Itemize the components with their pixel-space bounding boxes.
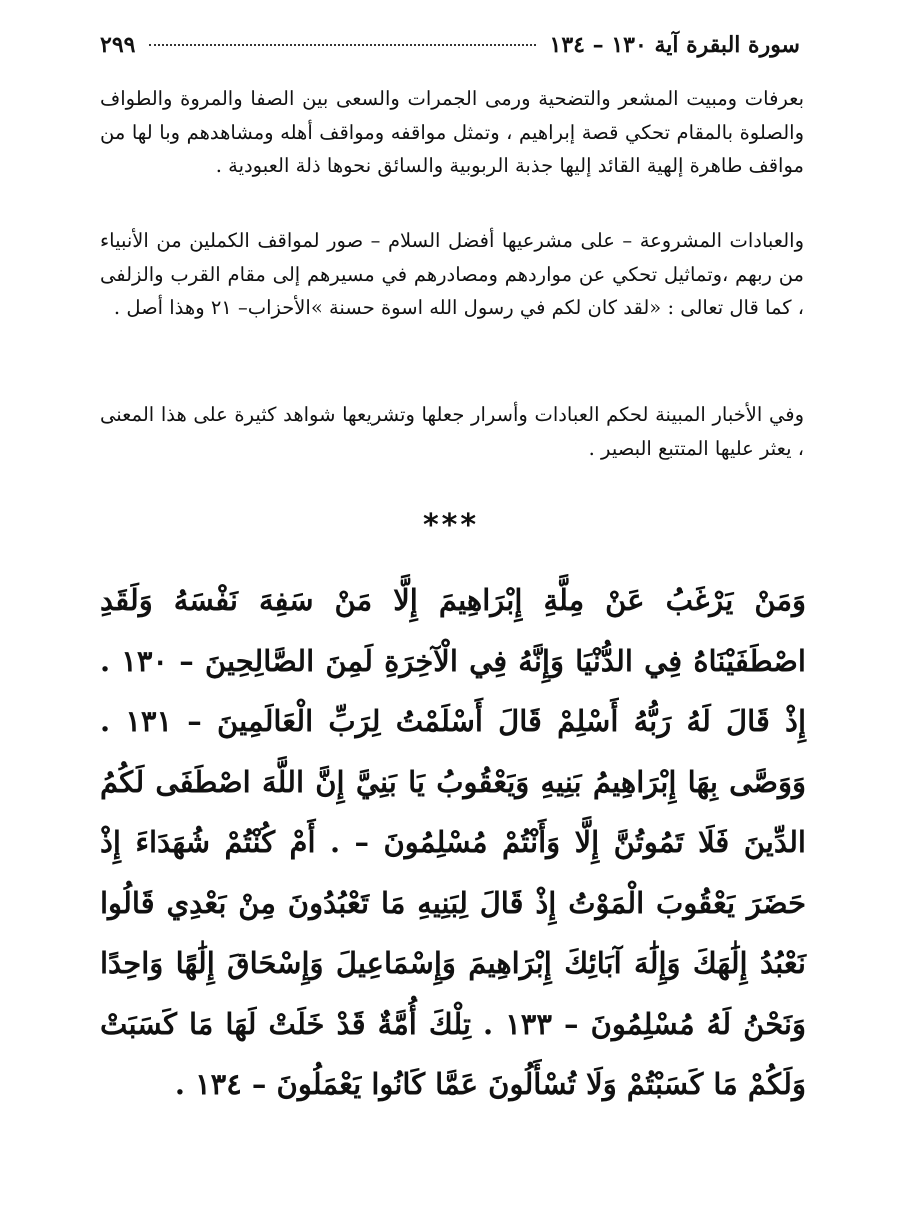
commentary-paragraph: والعبادات المشروعة – على مشرعيها أفضل السلام – صور لمواقف الكملين من الأنبياء من ربهم ،وتماثيل تحكي عن مواردهم ومصادرهم في مسيرهم إلى مقام القرب والزلفى ، كما قال تعالى : «لقد كان لكم في رسول الله اسوة حسنة »الأحزاب– ٢١ وهذا أصل . [100,229,804,319]
commentary-paragraph: بعرفات ومبيت المشعر والتضحية ورمى الجمرات والسعى بين الصفا والمروة والطواف والصلوة بالمقام تحكي قصة إبراهيم ، وتمثل مواقفه ومواقف أهله ومشاهدهم وبا لها من مواقف طاهرة إلهية القائد إليها جذبة الربوبية والسائق نحوها ذلة العبودية . [100,87,804,177]
running-title: سورة البقرة آية ١٣٠ – ١٣٤ [549,32,800,58]
page-number: ٢٩٩ [100,32,136,58]
page-header [100,30,800,60]
commentary-paragraph: وفي الأخبار المبينة لحكم العبادات وأسرار جعلها وتشريعها شواهد كثيرة على هذا المعنى ، يعثر عليها المتتبع البصير . [100,403,804,460]
dotted-leader [149,44,535,46]
quran-verses: وَمَنْ يَرْغَبُ عَنْ مِلَّةِ إِبْرَاهِيمَ إِلَّا مَنْ سَفِهَ نَفْسَهُ وَلَقَدِ اصْطَفَيْنَاهُ فِي الدُّنْيَا وَإِنَّهُ فِي الْآخِرَةِ لَمِنَ الصَّالِحِينَ – ١٣٠ . إِذْ قَالَ لَهُ رَبُّهُ أَسْلِمْ قَالَ أَسْلَمْتُ لِرَبِّ الْعَالَمِينَ – ١٣١ . وَوَصَّى بِهَا إِبْرَاهِيمُ بَنِيهِ وَيَعْقُوبُ يَا بَنِيَّ إِنَّ اللَّهَ اصْطَفَى لَكُمُ الدِّينَ فَلَا تَمُوتُنَّ إِلَّا وَأَنْتُمْ مُسْلِمُونَ – . أَمْ كُنْتُمْ شُهَدَاءَ إِذْ حَضَرَ يَعْقُوبَ الْمَوْتُ إِذْ قَالَ لِبَنِيهِ مَا تَعْبُدُونَ مِنْ بَعْدِي قَالُوا نَعْبُدُ إِلَٰهَكَ وَإِلَٰهَ آبَائِكَ إِبْرَاهِيمَ وَإِسْمَاعِيلَ وَإِسْحَاقَ إِلَٰهًا وَاحِدًا وَنَحْنُ لَهُ مُسْلِمُونَ – ١٣٣ . تِلْكَ أُمَّةٌ قَدْ خَلَتْ لَهَا مَا كَسَبَتْ وَلَكُمْ مَا كَسَبْتُمْ وَلَا تُسْأَلُونَ عَمَّا كَانُوا يَعْمَلُونَ – ١٣٤ . [100,583,807,1101]
section-separator: *** [422,508,480,543]
